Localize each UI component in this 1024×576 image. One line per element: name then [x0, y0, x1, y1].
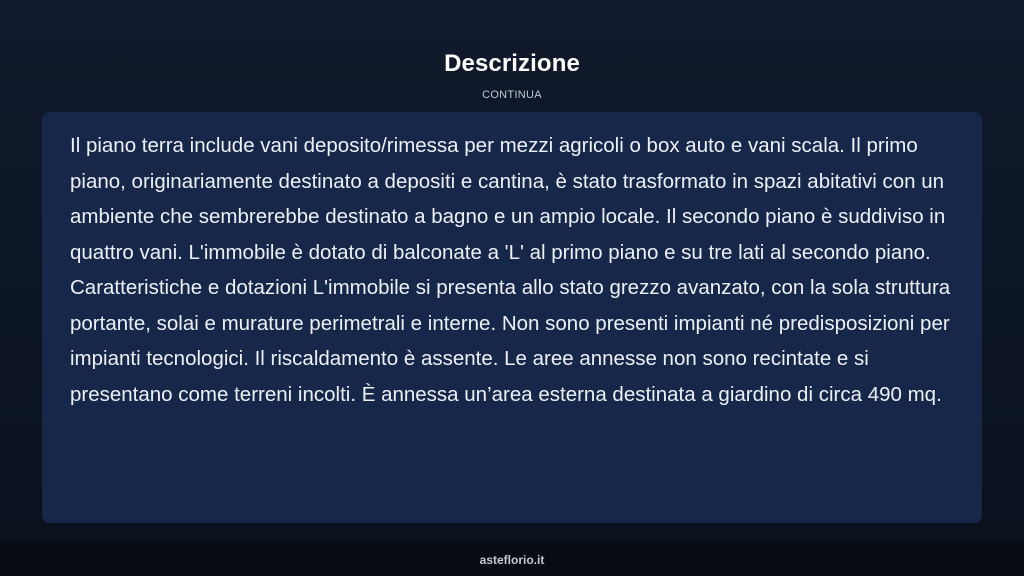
description-card [42, 112, 982, 523]
slide-header [0, 48, 1024, 102]
footer-site-label: asteflorio.it [479, 553, 545, 567]
description-text: Il piano terra include vani deposito/rimessa per mezzi agricoli o box auto e vani scala. Il primo piano, originariamente destinato a depositi e cantina, è stato trasformato in spazi abitativi con un ambiente che sembrerebbe destinato a bagno e un ampio locale. Il secondo piano è suddiviso in quattro vani. L'immobile è dotato di balconate a 'L' al primo piano e su tre lati al secondo piano. Caratteristiche e dotazioni L'immobile si presenta allo stato grezzo avanzato, con la sola struttura portante, solai e murature perimetrali e interne. Non sono presenti impianti né predisposizioni per impianti tecnologici. Il riscaldamento è assente. Le aree annesse non sono recintate e si presentano come terreni incolti. È annessa un’area esterna destinata a giardino di circa 490 mq. [70, 134, 951, 406]
footer-bar [0, 543, 1024, 576]
page-title: Descrizione [444, 50, 580, 77]
continua-label: CONTINUA [482, 89, 542, 101]
